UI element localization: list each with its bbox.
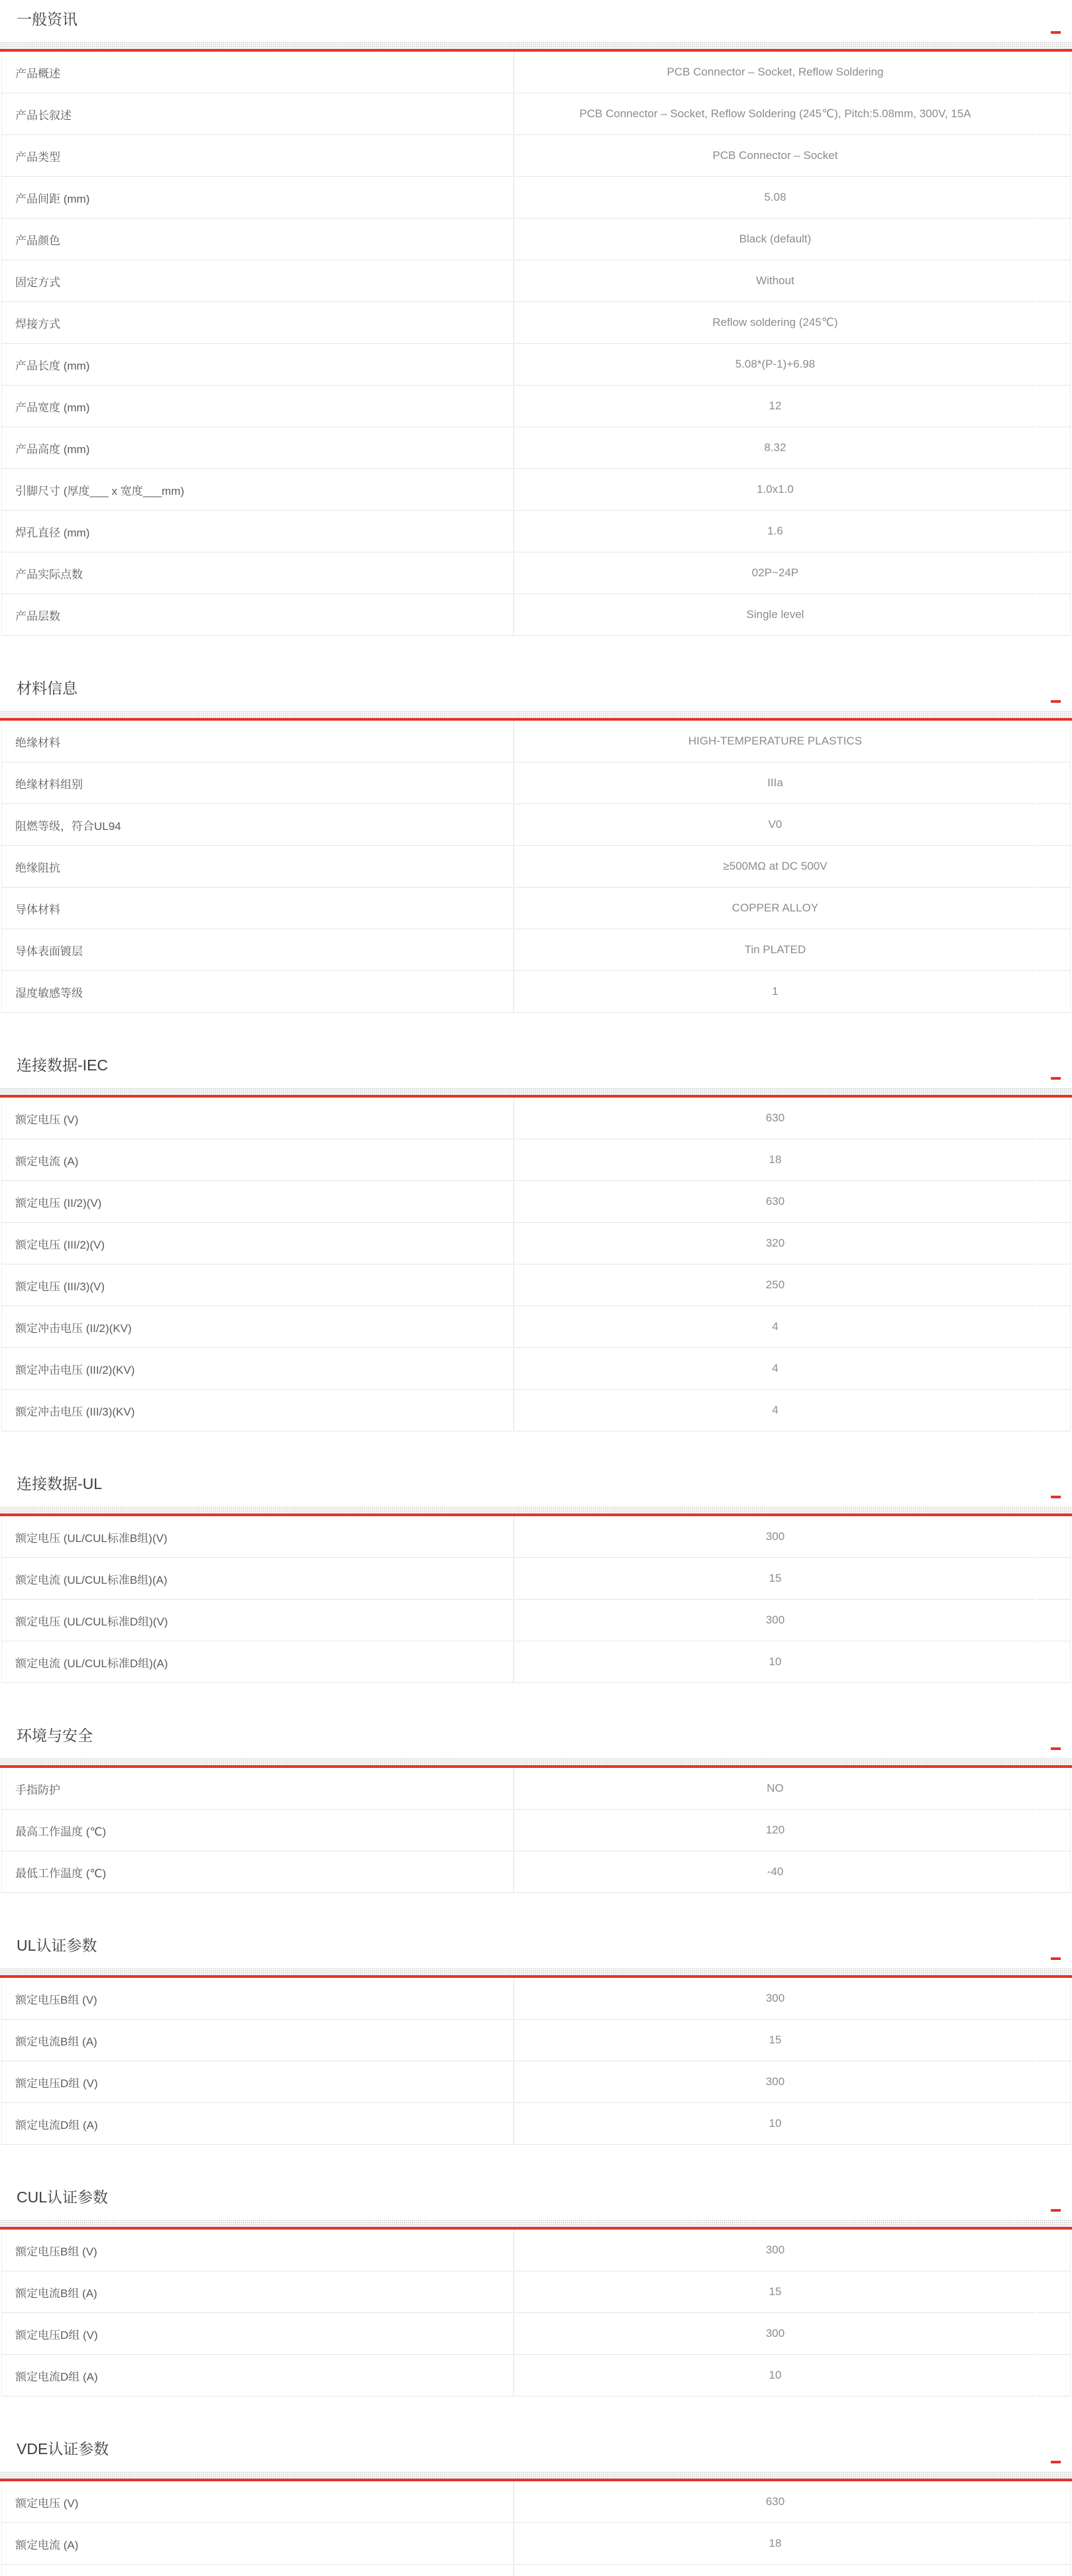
- section-vde-cert-params: [0, 2439, 1072, 2576]
- dotted-divider: [0, 2220, 1072, 2227]
- table-row: [1, 1768, 1071, 1810]
- table-row: [1, 260, 1071, 302]
- table-row: [1, 1223, 1071, 1264]
- table-row: [1, 721, 1071, 762]
- table-row: [1, 1264, 1071, 1306]
- spec-value: HIGH-TEMPERATURE PLASTICS: [515, 721, 1035, 762]
- spec-table-body: [1, 52, 1071, 636]
- section-title: VDE认证参数: [17, 2440, 109, 2457]
- spec-label: 绝缘材料组别: [1, 762, 514, 804]
- spec-value: 5.08: [515, 177, 1035, 219]
- spec-value: NO: [515, 1768, 1035, 1810]
- table-row: [1, 1516, 1071, 1558]
- spec-label: 阻燃等级，符合UL94: [1, 804, 514, 846]
- table-row: [1, 888, 1071, 929]
- spec-label: 产品概述: [1, 52, 514, 93]
- spec-extra-cell: [1036, 1264, 1071, 1306]
- spec-label: 额定电流D组 (A): [1, 2355, 514, 2396]
- table-row: [1, 511, 1071, 552]
- table-row: [1, 344, 1071, 386]
- spec-value: 8.32: [515, 427, 1035, 469]
- spec-extra-cell: [1036, 2355, 1071, 2396]
- spec-extra-cell: [1036, 552, 1071, 594]
- spec-value: -40: [515, 1851, 1035, 1893]
- spec-value: 300: [515, 1600, 1035, 1641]
- table-row: [1, 1098, 1071, 1139]
- collapse-section-button[interactable]: [1051, 2459, 1061, 2465]
- spec-value: 18: [515, 1139, 1035, 1181]
- minus-icon: [1051, 1496, 1061, 1498]
- spec-label: 固定方式: [1, 260, 514, 302]
- spec-label: 导体材料: [1, 888, 514, 929]
- section-connection-data-ul: [0, 1474, 1072, 1683]
- spec-value: 1: [515, 971, 1035, 1013]
- spec-value: 250: [515, 1264, 1035, 1306]
- spec-label: 绝缘阻抗: [1, 846, 514, 888]
- spec-extra-cell: [1036, 469, 1071, 511]
- spec-extra-cell: [1036, 721, 1071, 762]
- section-header: [0, 1726, 1072, 1745]
- table-row: [1, 1348, 1071, 1390]
- spec-label: 产品实际点数: [1, 552, 514, 594]
- collapse-section-button[interactable]: [1051, 29, 1061, 36]
- spec-label: 额定电压 (UL/CUL标准D组)(V): [1, 1600, 514, 1641]
- spec-extra-cell: [1036, 1223, 1071, 1264]
- table-row: [1, 762, 1071, 804]
- table-row: [1, 2271, 1071, 2313]
- spec-table: [0, 721, 1072, 1013]
- minus-icon: [1051, 31, 1061, 34]
- spec-extra-cell: [1036, 2061, 1071, 2103]
- section-header: [0, 9, 1072, 29]
- table-row: [1, 302, 1071, 344]
- spec-label: 额定电压D组 (V): [1, 2313, 514, 2355]
- table-row: [1, 2313, 1071, 2355]
- spec-label: 产品高度 (mm): [1, 427, 514, 469]
- spec-extra-cell: [1036, 888, 1071, 929]
- spec-label: 产品颜色: [1, 219, 514, 260]
- spec-value: IIIa: [515, 762, 1035, 804]
- spec-value: COPPER ALLOY: [515, 888, 1035, 929]
- spec-extra-cell: [1036, 1348, 1071, 1390]
- spec-table: [0, 1098, 1072, 1431]
- spec-table: [0, 1768, 1072, 1893]
- spec-value: 4: [515, 1390, 1035, 1431]
- spec-extra-cell: [1036, 1600, 1071, 1641]
- spec-value: Tin PLATED: [515, 929, 1035, 971]
- minus-icon: [1051, 1077, 1061, 1080]
- spec-label: 手指防护: [1, 1768, 514, 1810]
- spec-extra-cell: [1036, 2523, 1071, 2565]
- table-row: [1, 2523, 1071, 2565]
- spec-value: 300: [515, 1516, 1035, 1558]
- spec-label: 最低工作温度 (℃): [1, 1851, 514, 1893]
- section-header: [0, 1474, 1072, 1494]
- spec-table: [0, 52, 1072, 636]
- spec-label: 湿度敏感等级: [1, 971, 514, 1013]
- spec-label: 额定电流B组 (A): [1, 2271, 514, 2313]
- spec-label: 额定冲击电压 (III/3)(KV): [1, 1390, 514, 1431]
- spec-label: 额定电压 (III/3)(V): [1, 1264, 514, 1306]
- section-title: 一般资讯: [17, 11, 78, 28]
- table-row: [1, 552, 1071, 594]
- table-row: [1, 1600, 1071, 1641]
- spec-label: 额定电流 (A): [1, 1139, 514, 1181]
- spec-value: 4: [515, 1348, 1035, 1390]
- spec-extra-cell: [1036, 971, 1071, 1013]
- spec-label: 绝缘材料: [1, 721, 514, 762]
- spec-extra-cell: [1036, 511, 1071, 552]
- collapse-section-button[interactable]: [1051, 2207, 1061, 2214]
- dotted-divider: [0, 1506, 1072, 1514]
- spec-value: Without: [515, 260, 1035, 302]
- spec-extra-cell: [1036, 260, 1071, 302]
- collapse-section-button[interactable]: [1051, 1955, 1061, 1962]
- spec-label: 额定电流 (A): [1, 2523, 514, 2565]
- section-general-info: [0, 9, 1072, 636]
- spec-value: Single level: [515, 594, 1035, 636]
- spec-extra-cell: [1036, 762, 1071, 804]
- spec-value: PCB Connector – Socket: [515, 135, 1035, 177]
- spec-extra-cell: [1036, 1558, 1071, 1600]
- table-row: [1, 2230, 1071, 2271]
- spec-label: 产品长度 (mm): [1, 344, 514, 386]
- table-row: [1, 929, 1071, 971]
- spec-extra-cell: [1036, 2103, 1071, 2145]
- collapse-section-button[interactable]: [1051, 1745, 1061, 1752]
- spec-table-body: [1, 1516, 1071, 1683]
- spec-extra-cell: [1036, 1851, 1071, 1893]
- dotted-divider: [0, 1758, 1072, 1765]
- spec-table-body: [1, 1768, 1071, 1893]
- spec-value: 630: [515, 1098, 1035, 1139]
- spec-label: 额定电压 (V): [1, 1098, 514, 1139]
- spec-label: 焊接方式: [1, 302, 514, 344]
- spec-table: [0, 1516, 1072, 1683]
- sections-root: [0, 9, 1072, 2576]
- table-row: [1, 2020, 1071, 2061]
- spec-extra-cell: [1036, 2230, 1071, 2271]
- section-title: CUL认证参数: [17, 2189, 109, 2206]
- section-header: [0, 2439, 1072, 2459]
- table-row: [1, 971, 1071, 1013]
- spec-extra-cell: [1036, 1181, 1071, 1223]
- spec-extra-cell: [1036, 594, 1071, 636]
- minus-icon: [1051, 2209, 1061, 2212]
- spec-label: 额定电压B组 (V): [1, 2230, 514, 2271]
- spec-extra-cell: [1036, 804, 1071, 846]
- spec-extra-cell: [1036, 1098, 1071, 1139]
- spec-table-body: [1, 1978, 1071, 2145]
- spec-table-body: [1, 2230, 1071, 2396]
- table-row: [1, 135, 1071, 177]
- section-title: 环境与安全: [17, 1727, 93, 1744]
- spec-table: [0, 2481, 1072, 2576]
- spec-label: 额定电压 (V): [1, 2481, 514, 2523]
- table-row: [1, 846, 1071, 888]
- spec-value: 10: [515, 2355, 1035, 2396]
- section-connection-data-iec: [0, 1055, 1072, 1431]
- dotted-divider: [0, 2471, 1072, 2479]
- table-row: [1, 1851, 1071, 1893]
- spec-label: 额定电流B组 (A): [1, 2020, 514, 2061]
- spec-extra-cell: [1036, 1641, 1071, 1683]
- spec-label: 额定电压 (UL/CUL标准B组)(V): [1, 1516, 514, 1558]
- spec-label: 最高工作温度 (℃): [1, 1810, 514, 1851]
- table-row: [1, 177, 1071, 219]
- table-row: [1, 2103, 1071, 2145]
- table-row: [1, 1641, 1071, 1683]
- table-row: [1, 1306, 1071, 1348]
- spec-label: 焊孔直径 (mm): [1, 511, 514, 552]
- table-row: [1, 1558, 1071, 1600]
- spec-label: 产品宽度 (mm): [1, 386, 514, 427]
- table-row: [1, 2061, 1071, 2103]
- spec-extra-cell: [1036, 135, 1071, 177]
- table-row: [1, 386, 1071, 427]
- spec-table-body: [1, 1098, 1071, 1431]
- spec-label: 额定电压 (III/2)(V): [1, 1223, 514, 1264]
- spec-label: 额定电流 (UL/CUL标准B组)(A): [1, 1558, 514, 1600]
- spec-extra-cell: [1036, 2313, 1071, 2355]
- section-header: [0, 2187, 1072, 2207]
- spec-label: 产品长叙述: [1, 93, 514, 135]
- spec-label: 额定电流D组 (A): [1, 2103, 514, 2145]
- spec-value: V0: [515, 804, 1035, 846]
- spec-extra-cell: [1036, 1978, 1071, 2020]
- spec-value: [515, 2565, 1035, 2576]
- spec-label: 额定冲击电压 (II/2)(KV): [1, 1306, 514, 1348]
- table-row: [1, 1181, 1071, 1223]
- section-title: 连接数据-UL: [17, 1475, 103, 1492]
- minus-icon: [1051, 1957, 1061, 1960]
- collapse-section-button[interactable]: [1051, 1494, 1061, 1500]
- dotted-divider: [0, 1968, 1072, 1975]
- minus-icon: [1051, 700, 1061, 703]
- collapse-section-button[interactable]: [1051, 698, 1061, 705]
- spec-table: [0, 2230, 1072, 2396]
- spec-extra-cell: [1036, 1516, 1071, 1558]
- spec-label: 额定电压D组 (V): [1, 2061, 514, 2103]
- section-title: 材料信息: [17, 680, 78, 697]
- spec-extra-cell: [1036, 386, 1071, 427]
- spec-extra-cell: [1036, 846, 1071, 888]
- spec-extra-cell: [1036, 427, 1071, 469]
- spec-value: 300: [515, 1978, 1035, 2020]
- spec-extra-cell: [1036, 219, 1071, 260]
- spec-extra-cell: [1036, 344, 1071, 386]
- spec-value: 1.6: [515, 511, 1035, 552]
- spec-extra-cell: [1036, 177, 1071, 219]
- table-row: [1, 1139, 1071, 1181]
- spec-value: Reflow soldering (245℃): [515, 302, 1035, 344]
- collapse-section-button[interactable]: [1051, 1075, 1061, 1082]
- spec-label: 产品间距 (mm): [1, 177, 514, 219]
- spec-table: [0, 1978, 1072, 2145]
- spec-label: 额定电压B组 (V): [1, 1978, 514, 2020]
- spec-extra-cell: [1036, 52, 1071, 93]
- table-row: [1, 1390, 1071, 1431]
- section-ul-cert-params: [0, 1935, 1072, 2145]
- section-header: [0, 1935, 1072, 1955]
- spec-table-body: [1, 2481, 1071, 2576]
- section-cul-cert-params: [0, 2187, 1072, 2396]
- section-title: UL认证参数: [17, 1937, 97, 1954]
- section-environment-safety: [0, 1726, 1072, 1893]
- spec-extra-cell: [1036, 1390, 1071, 1431]
- spec-value: PCB Connector – Socket, Reflow Soldering (245℃), Pitch:5.08mm, 300V, 15A: [515, 93, 1035, 135]
- spec-extra-cell: [1036, 1810, 1071, 1851]
- dotted-divider: [0, 1088, 1072, 1095]
- section-header: [0, 678, 1072, 698]
- spec-value: ≥500MΩ at DC 500V: [515, 846, 1035, 888]
- table-row: [1, 2355, 1071, 2396]
- spec-extra-cell: [1036, 1768, 1071, 1810]
- spec-label: 产品类型: [1, 135, 514, 177]
- spec-extra-cell: [1036, 2481, 1071, 2523]
- spec-value: 1.0x1.0: [515, 469, 1035, 511]
- table-row: [1, 469, 1071, 511]
- spec-value: 320: [515, 1223, 1035, 1264]
- section-title: 连接数据-IEC: [17, 1056, 108, 1074]
- spec-extra-cell: [1036, 1306, 1071, 1348]
- table-row: [1, 2481, 1071, 2523]
- spec-extra-cell: [1036, 2020, 1071, 2061]
- minus-icon: [1051, 2461, 1061, 2463]
- spec-value: 18: [515, 2523, 1035, 2565]
- table-row: [1, 1810, 1071, 1851]
- table-row: [1, 804, 1071, 846]
- spec-value: Black (default): [515, 219, 1035, 260]
- spec-table-body: [1, 721, 1071, 1013]
- spec-label: 引脚尺寸 (厚度___ x 宽度___mm): [1, 469, 514, 511]
- spec-label: 产品层数: [1, 594, 514, 636]
- spec-value: 300: [515, 2061, 1035, 2103]
- minus-icon: [1051, 1747, 1061, 1750]
- section-material-info: [0, 678, 1072, 1013]
- table-row: [1, 427, 1071, 469]
- table-row: [1, 93, 1071, 135]
- spec-value: 15: [515, 2271, 1035, 2313]
- spec-extra-cell: [1036, 2271, 1071, 2313]
- section-header: [0, 1055, 1072, 1075]
- spec-label: 额定冲击电压 (III/2)(KV): [1, 1348, 514, 1390]
- spec-extra-cell: [1036, 93, 1071, 135]
- spec-value: 300: [515, 2313, 1035, 2355]
- spec-value: 10: [515, 1641, 1035, 1683]
- table-row: [1, 219, 1071, 260]
- spec-value: PCB Connector – Socket, Reflow Soldering: [515, 52, 1035, 93]
- dotted-divider: [0, 42, 1072, 49]
- spec-value: 120: [515, 1810, 1035, 1851]
- spec-label: 额定电流 (UL/CUL标准D组)(A): [1, 1641, 514, 1683]
- spec-extra-cell: [1036, 302, 1071, 344]
- spec-value: 10: [515, 2103, 1035, 2145]
- table-row-partial: [1, 2565, 1071, 2576]
- spec-extra-cell: [1036, 2565, 1071, 2576]
- spec-value: 630: [515, 2481, 1035, 2523]
- table-row: [1, 594, 1071, 636]
- spec-value: 4: [515, 1306, 1035, 1348]
- table-row: [1, 1978, 1071, 2020]
- spec-extra-cell: [1036, 1139, 1071, 1181]
- spec-value: 5.08*(P-1)+6.98: [515, 344, 1035, 386]
- spec-label: 导体表面镀层: [1, 929, 514, 971]
- spec-value: 630: [515, 1181, 1035, 1223]
- spec-label: 额定电压 (II/2)(V): [1, 1181, 514, 1223]
- spec-value: 12: [515, 386, 1035, 427]
- dotted-divider: [0, 711, 1072, 718]
- spec-value: 02P~24P: [515, 552, 1035, 594]
- spec-value: 15: [515, 1558, 1035, 1600]
- spec-value: 15: [515, 2020, 1035, 2061]
- spec-value: 300: [515, 2230, 1035, 2271]
- table-row: [1, 52, 1071, 93]
- spec-extra-cell: [1036, 929, 1071, 971]
- spec-label: [1, 2565, 514, 2576]
